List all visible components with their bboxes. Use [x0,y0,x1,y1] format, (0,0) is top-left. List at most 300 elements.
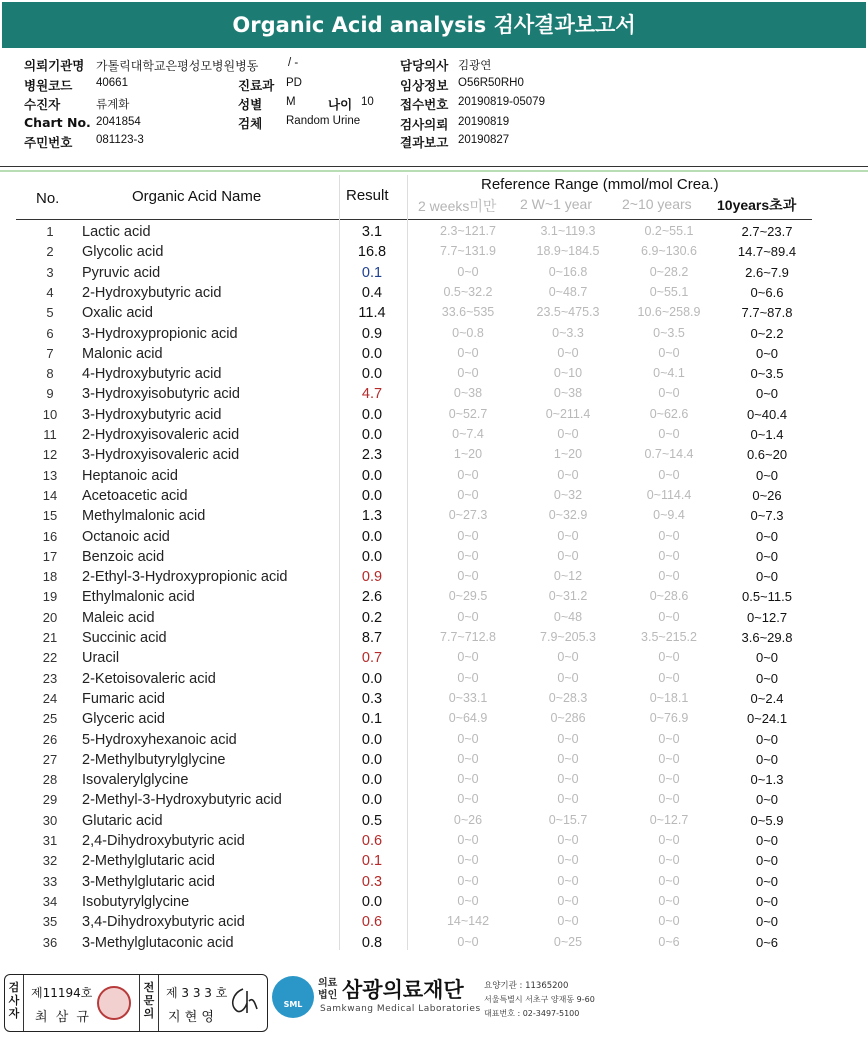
row-number: 31 [42,833,58,848]
acid-name: Acetoacetic acid [82,487,188,504]
ref-2-10y: 0~0 [658,792,680,807]
ref-under-2-weeks: 0~0 [457,731,479,746]
acid-name: Octanoic acid [82,528,170,545]
ref-2w-1y: 0~48 [553,609,583,624]
table-row [0,709,868,729]
result-value: 0.9 [361,569,383,586]
table-row [0,628,868,648]
ref-2w-1y: 0~0 [557,427,579,441]
ref-under-2-weeks: 33.6~535 [441,305,495,320]
signature-box [4,974,268,1032]
ref-2-10y: 0~114.4 [646,487,692,502]
ref-2-10y: 0~0 [658,873,680,888]
result-value: 3.1 [361,224,383,240]
result-value: 0.3 [361,690,383,707]
table-row [0,527,868,547]
ref-under-2-weeks: 0~0 [457,650,479,665]
ref-2w-1y: 0~0 [557,914,579,929]
ref-over-10y: 0~2.2 [750,325,784,341]
sex-label: 성별 [238,97,263,112]
ref-over-10y: 0~6.6 [750,284,784,300]
ref-2-10y: 0~18.1 [649,690,689,705]
ref-over-10y: 0~0 [755,893,779,909]
acid-name: 3-Hydroxypropionic acid [82,325,238,342]
acid-name: 2-Methyl-3-Hydroxybutyric acid [82,792,282,809]
table-row [0,730,868,750]
doctor-label: 담당의사 [400,58,449,73]
receipt-no-value: 20190819-05079 [458,96,545,108]
ref-2-10y: 0~0 [658,751,680,766]
result-value: 0.3 [361,873,383,890]
ref-2w-1y: 0~28.3 [548,690,588,705]
table-row [0,669,868,689]
acid-name: 2-Hydroxyisovaleric acid [82,427,240,443]
ref-2w-1y: 18.9~184.5 [536,244,600,259]
table-row [0,547,868,567]
ref-2-10y: 0~0 [658,914,680,929]
acid-name: 2-Methylbutyrylglycine [82,751,226,768]
ref-under-2-weeks: 0~0 [457,548,479,563]
table-row [0,445,868,465]
ref-over-10y: 0~0 [755,670,779,686]
resident-no-label: 주민번호 [24,135,73,150]
ref-2-10y: 0~0 [658,548,680,563]
acid-name: Fumaric acid [82,690,165,707]
result-value: 0.1 [361,853,383,870]
col-header-no: No. [36,190,60,207]
ref-under-2-weeks: 0~0 [457,873,479,888]
row-number: 23 [42,670,58,686]
acid-name: 4-Hydroxybutyric acid [82,366,222,383]
examiner-license: 제11194호 [31,986,93,1000]
result-value: 0.6 [361,833,383,849]
result-value: 0.1 [361,711,383,728]
result-value: 0.6 [361,914,383,931]
acid-name: 3-Hydroxyisovaleric acid [82,447,240,464]
chart-no-value: 2041854 [96,116,141,128]
result-value: 1.3 [361,508,383,525]
ref-2-10y: 10.6~258.9 [637,305,701,320]
ref-2w-1y: 0~12 [553,569,583,584]
ref-2w-1y: 0~211.4 [545,406,591,421]
table-row [0,912,868,932]
result-value: 16.8 [357,244,387,261]
acid-name: 2-Hydroxybutyric acid [82,284,222,301]
acid-name: Pyruvic acid [82,264,161,281]
ref-under-2-weeks: 7.7~131.9 [440,244,496,259]
acid-name: 2-Ethyl-3-Hydroxypropionic acid [82,569,288,586]
ref-under-2-weeks: 0~0 [457,853,479,868]
row-number: 18 [42,569,58,585]
row-number: 4 [46,284,54,300]
examiner-name: 최 삼 규 [35,1010,91,1025]
ref-under-2-weeks: 0~0 [457,670,479,685]
ref-under-2-weeks: 2.3~121.7 [440,224,496,238]
dept-label: 진료과 [238,78,275,93]
ref-2-10y: 0.7~14.4 [644,447,694,462]
ref-over-10y: 0~0 [755,467,779,483]
table-row [0,790,868,810]
row-number: 7 [46,345,54,361]
ref-under-2-weeks: 0~0 [457,467,479,482]
acid-name: Malonic acid [82,345,163,362]
ref-2w-1y: 0~25 [553,934,583,949]
ref-under-2-weeks: 0~0 [457,569,479,584]
acid-name: Isobutyrylglycine [82,893,190,910]
result-value: 2.3 [361,447,383,464]
row-number: 17 [42,548,58,564]
ref-2w-1y: 1~20 [553,447,583,462]
result-value: 0.0 [361,893,383,910]
report-date-label: 결과보고 [400,135,449,150]
sex-value: M [286,96,296,108]
ref-2-10y: 0~28.2 [649,264,689,279]
result-value: 0.0 [361,792,383,809]
row-number: 32 [42,853,58,869]
age-label: 나이 [328,97,353,112]
ref-under-2-weeks: 0~33.1 [448,690,488,705]
ref-2-10y: 0~0 [658,528,680,543]
ref-col-over-10y: 10years초과 [717,197,797,213]
acid-name: 2,4-Dihydroxybutyric acid [82,833,245,849]
ref-2w-1y: 0~0 [557,833,579,847]
acid-name: 3-Methylglutaric acid [82,873,215,890]
table-row [0,750,868,770]
org-kind-label: 의료 [318,978,338,989]
ref-2-10y: 0~0 [658,609,680,624]
row-number: 12 [42,447,58,463]
result-value: 0.0 [361,406,383,423]
ref-2-10y: 0~0 [658,853,680,868]
ref-2w-1y: 23.5~475.3 [536,305,600,320]
ref-over-10y: 0~2.4 [750,690,784,706]
ref-over-10y: 0.6~20 [746,447,788,463]
result-value: 0.7 [361,650,383,667]
result-value: 0.0 [361,528,383,545]
receiver-value: 류계화 [96,99,130,111]
result-value: 0.0 [361,751,383,768]
ref-under-2-weeks: 0~0 [457,751,479,766]
result-value: 0.0 [361,487,383,504]
ref-over-10y: 0~0 [755,528,779,544]
specialist-license: 제 3 3 3 호 [166,986,228,1000]
row-number: 1 [46,224,54,239]
ref-under-2-weeks: 0~0 [457,609,479,624]
org-name: 삼광의료재단 [342,978,464,1002]
table-row [0,587,868,607]
ref-range-title: Reference Range (mmol/mol Crea.) [481,176,719,193]
acid-name: 3,4-Dihydroxybutyric acid [82,914,245,931]
ref-over-10y: 0.5~11.5 [741,589,792,605]
table-row [0,425,868,445]
ref-2w-1y: 7.9~205.3 [540,630,596,644]
row-number: 24 [42,690,58,706]
ref-under-2-weeks: 0~0 [457,487,479,502]
hospital-code-value: 40661 [96,77,128,89]
acid-name: Benzoic acid [82,548,165,565]
ref-2w-1y: 0~0 [557,893,579,908]
acid-name: 5-Hydroxyhexanoic acid [82,731,237,748]
ref-over-10y: 0~0 [755,792,779,808]
ref-2w-1y: 0~0 [557,751,579,766]
ref-2-10y: 0~4.1 [653,366,685,381]
row-number: 26 [42,731,58,747]
row-number: 30 [42,812,58,828]
org-address: 서울특별시 서초구 양재동 9-60 [484,995,595,1004]
org-kind-label-2: 법인 [318,990,338,1001]
ref-2-10y: 3.5~215.2 [641,630,697,644]
org-name-en: Samkwang Medical Laboratories [320,1004,481,1014]
table-row [0,384,868,404]
result-value: 0.1 [361,264,383,281]
ref-under-2-weeks: 14~142 [446,914,490,929]
table-row [0,811,868,831]
ref-2-10y: 0~3.5 [653,325,685,340]
ref-2-10y: 0~6 [658,934,680,949]
ref-2w-1y: 0~10 [553,366,583,381]
acid-name: Oxalic acid [82,305,153,322]
acid-name: Maleic acid [82,609,155,626]
row-number: 19 [42,589,58,605]
result-value: 0.0 [361,427,383,443]
ref-under-2-weeks: 1~20 [453,447,483,462]
result-value: 0.0 [361,548,383,565]
ref-over-10y: 0~0 [755,386,779,402]
ref-2w-1y: 0~0 [557,528,579,543]
acid-name: Methylmalonic acid [82,508,206,525]
ref-2-10y: 0~76.9 [649,711,689,726]
result-value: 0.0 [361,467,383,484]
examiner-seal [97,986,131,1020]
ref-2-10y: 0~0 [658,427,680,441]
resident-no-value: 081123-3 [96,134,144,146]
row-number: 25 [42,711,58,727]
result-value: 0.0 [361,345,383,362]
table-row [0,872,868,892]
table-row [0,770,868,790]
ref-over-10y: 7.7~87.8 [741,305,793,321]
col-header-result: Result [346,187,389,204]
result-value: 0.5 [361,812,383,829]
ref-2w-1y: 0~48.7 [548,284,588,299]
ref-over-10y: 0~5.9 [750,812,784,828]
row-number: 14 [42,487,58,503]
ref-over-10y: 0~26 [752,487,782,503]
acid-name: 2-Ketoisovaleric acid [82,670,216,687]
ref-under-2-weeks: 0~64.9 [448,711,488,726]
institution-value: 가톨릭대학교은평성모병원병동 [96,59,259,73]
ref-under-2-weeks: 0~0 [457,893,479,908]
specimen-label: 검체 [238,116,263,131]
acid-name: Ethylmalonic acid [82,589,195,606]
ref-under-2-weeks: 0~0 [457,772,479,787]
ref-2w-1y: 0~0 [557,792,579,807]
row-number: 11 [43,427,57,442]
acid-name: Uracil [82,650,120,667]
ref-under-2-weeks: 0~0 [457,934,479,949]
table-row [0,486,868,506]
request-date-value: 20190819 [458,116,510,128]
ref-2w-1y: 0~32.9 [548,508,588,523]
table-row [0,344,868,364]
ref-over-10y: 14.7~89.4 [737,244,797,260]
ref-over-10y: 0~0 [755,914,779,930]
ref-over-10y: 0~0 [755,853,779,869]
ref-2w-1y: 0~286 [550,711,586,726]
ref-under-2-weeks: 0~0 [457,366,479,381]
institution-label: 의뢰기관명 [24,58,85,73]
ref-2w-1y: 0~0 [557,853,579,868]
clinical-info-label: 임상정보 [400,78,449,93]
specialist-vertical-label: 전 문 의 [143,981,155,1020]
table-row [0,851,868,871]
result-value: 0.0 [361,670,383,687]
ref-over-10y: 0~1.4 [750,427,784,442]
ref-over-10y: 0~0 [755,751,779,767]
ref-2-10y: 0~0 [658,833,680,847]
ref-2w-1y: 0~31.2 [548,589,588,604]
ref-2w-1y: 0~16.8 [548,264,588,279]
table-row [0,689,868,709]
acid-name: Heptanoic acid [82,467,178,484]
row-number: 33 [42,873,58,889]
row-number: 27 [42,751,58,767]
row-number: 36 [42,934,58,950]
table-row [0,405,868,425]
ref-2-10y: 0~12.7 [649,812,689,827]
ref-2w-1y: 0~0 [557,548,579,563]
ref-2w-1y: 0~3.3 [552,325,584,340]
ref-over-10y: 0~0 [755,548,779,564]
ref-over-10y: 0~0 [755,569,779,585]
acid-name: Isovalerylglycine [82,772,189,789]
ref-2-10y: 0~0 [658,731,680,746]
ref-over-10y: 0~0 [755,650,779,666]
ref-2w-1y: 0~0 [557,670,579,685]
ref-2w-1y: 0~0 [557,467,579,482]
table-row [0,648,868,668]
result-value: 2.6 [361,589,383,606]
row-number: 15 [42,508,58,524]
row-number: 3 [46,264,54,280]
table-row [0,263,868,283]
ref-under-2-weeks: 0~38 [453,386,483,401]
ref-over-10y: 2.6~7.9 [745,264,789,280]
ref-over-10y: 0~7.3 [750,508,784,524]
receipt-no-label: 접수번호 [400,97,449,112]
table-row [0,242,868,262]
ref-col-2w-1y: 2 W~1 year [520,196,592,212]
row-number: 34 [42,893,58,909]
ref-under-2-weeks: 0~0 [457,528,479,543]
ref-under-2-weeks: 0~0 [457,345,479,360]
table-row [0,466,868,486]
org-phone: 대표번호 : 02-3497-5100 [484,1009,580,1018]
table-row [0,831,868,851]
ref-over-10y: 0~6 [755,934,779,950]
ref-2-10y: 0~55.1 [649,284,689,299]
table-row [0,222,868,242]
ref-2w-1y: 0~38 [553,386,583,401]
table-row [0,283,868,303]
ref-2w-1y: 3.1~119.3 [540,224,596,238]
acid-name: Glyceric acid [82,711,165,728]
row-number: 21 [42,630,58,645]
row-number: 6 [46,325,54,341]
ref-2-10y: 0~0 [658,386,680,401]
ref-under-2-weeks: 0~29.5 [448,589,488,604]
result-value: 0.0 [361,772,383,789]
ref-under-2-weeks: 0~0 [457,792,479,807]
ref-over-10y: 0~0 [755,873,779,889]
row-number: 5 [46,305,54,321]
table-row [0,364,868,384]
ref-2w-1y: 0~0 [557,772,579,787]
chart-no-label: Chart No. [24,115,91,130]
row-number: 22 [42,650,58,666]
ref-over-10y: 0~0 [755,833,779,848]
request-date-label: 검사의뢰 [400,117,449,132]
ref-over-10y: 0~40.4 [746,406,788,422]
row-number: 16 [42,528,58,544]
ref-2w-1y: 0~32 [553,487,583,502]
acid-name: Glycolic acid [82,244,164,261]
info-divider [0,166,868,167]
receiver-label: 수진자 [24,97,61,112]
acid-name: Glutaric acid [82,812,163,829]
report-footer [0,960,868,1040]
ref-2-10y: 6.9~130.6 [641,244,697,259]
acid-name: Lactic acid [82,224,151,240]
table-row [0,933,868,953]
ref-col-2-10y: 2~10 years [622,196,692,212]
ref-under-2-weeks: 0~0 [457,264,479,279]
ref-under-2-weeks: 0~52.7 [448,406,488,421]
table-row [0,892,868,912]
ref-under-2-weeks: 0~26 [453,812,483,827]
ref-under-2-weeks: 0~0.8 [452,325,484,340]
hospital-code-label: 병원코드 [24,78,73,93]
result-value: 0.4 [361,284,383,301]
ref-2-10y: 0~62.6 [649,406,689,421]
table-row [0,303,868,323]
acid-name: 2-Methylglutaric acid [82,853,215,870]
ref-2w-1y: 0~15.7 [548,812,588,827]
patient-info-section [0,52,868,168]
result-value: 8.7 [361,630,383,646]
table-row [0,608,868,628]
row-number: 2 [46,244,54,260]
ref-over-10y: 2.7~23.7 [741,224,793,239]
result-value: 0.0 [361,731,383,748]
signature-icon [225,983,261,1019]
row-number: 9 [46,386,54,402]
ref-2-10y: 0~0 [658,893,680,908]
result-value: 0.9 [361,325,383,342]
ref-2w-1y: 0~0 [557,345,579,360]
sml-logo-icon: SML [272,976,314,1018]
table-row [0,506,868,526]
ref-under-2-weeks: 0.5~32.2 [443,284,493,299]
table-row [0,324,868,344]
ref-under-2-weeks: 0~7.4 [452,427,484,441]
ref-col-under-2-weeks: 2 weeks미만 [418,198,497,214]
table-row [0,567,868,587]
age-value: 10 [361,96,374,108]
ref-over-10y: 0~0 [755,345,779,361]
row-number: 35 [42,914,58,930]
acid-name: Succinic acid [82,630,167,646]
